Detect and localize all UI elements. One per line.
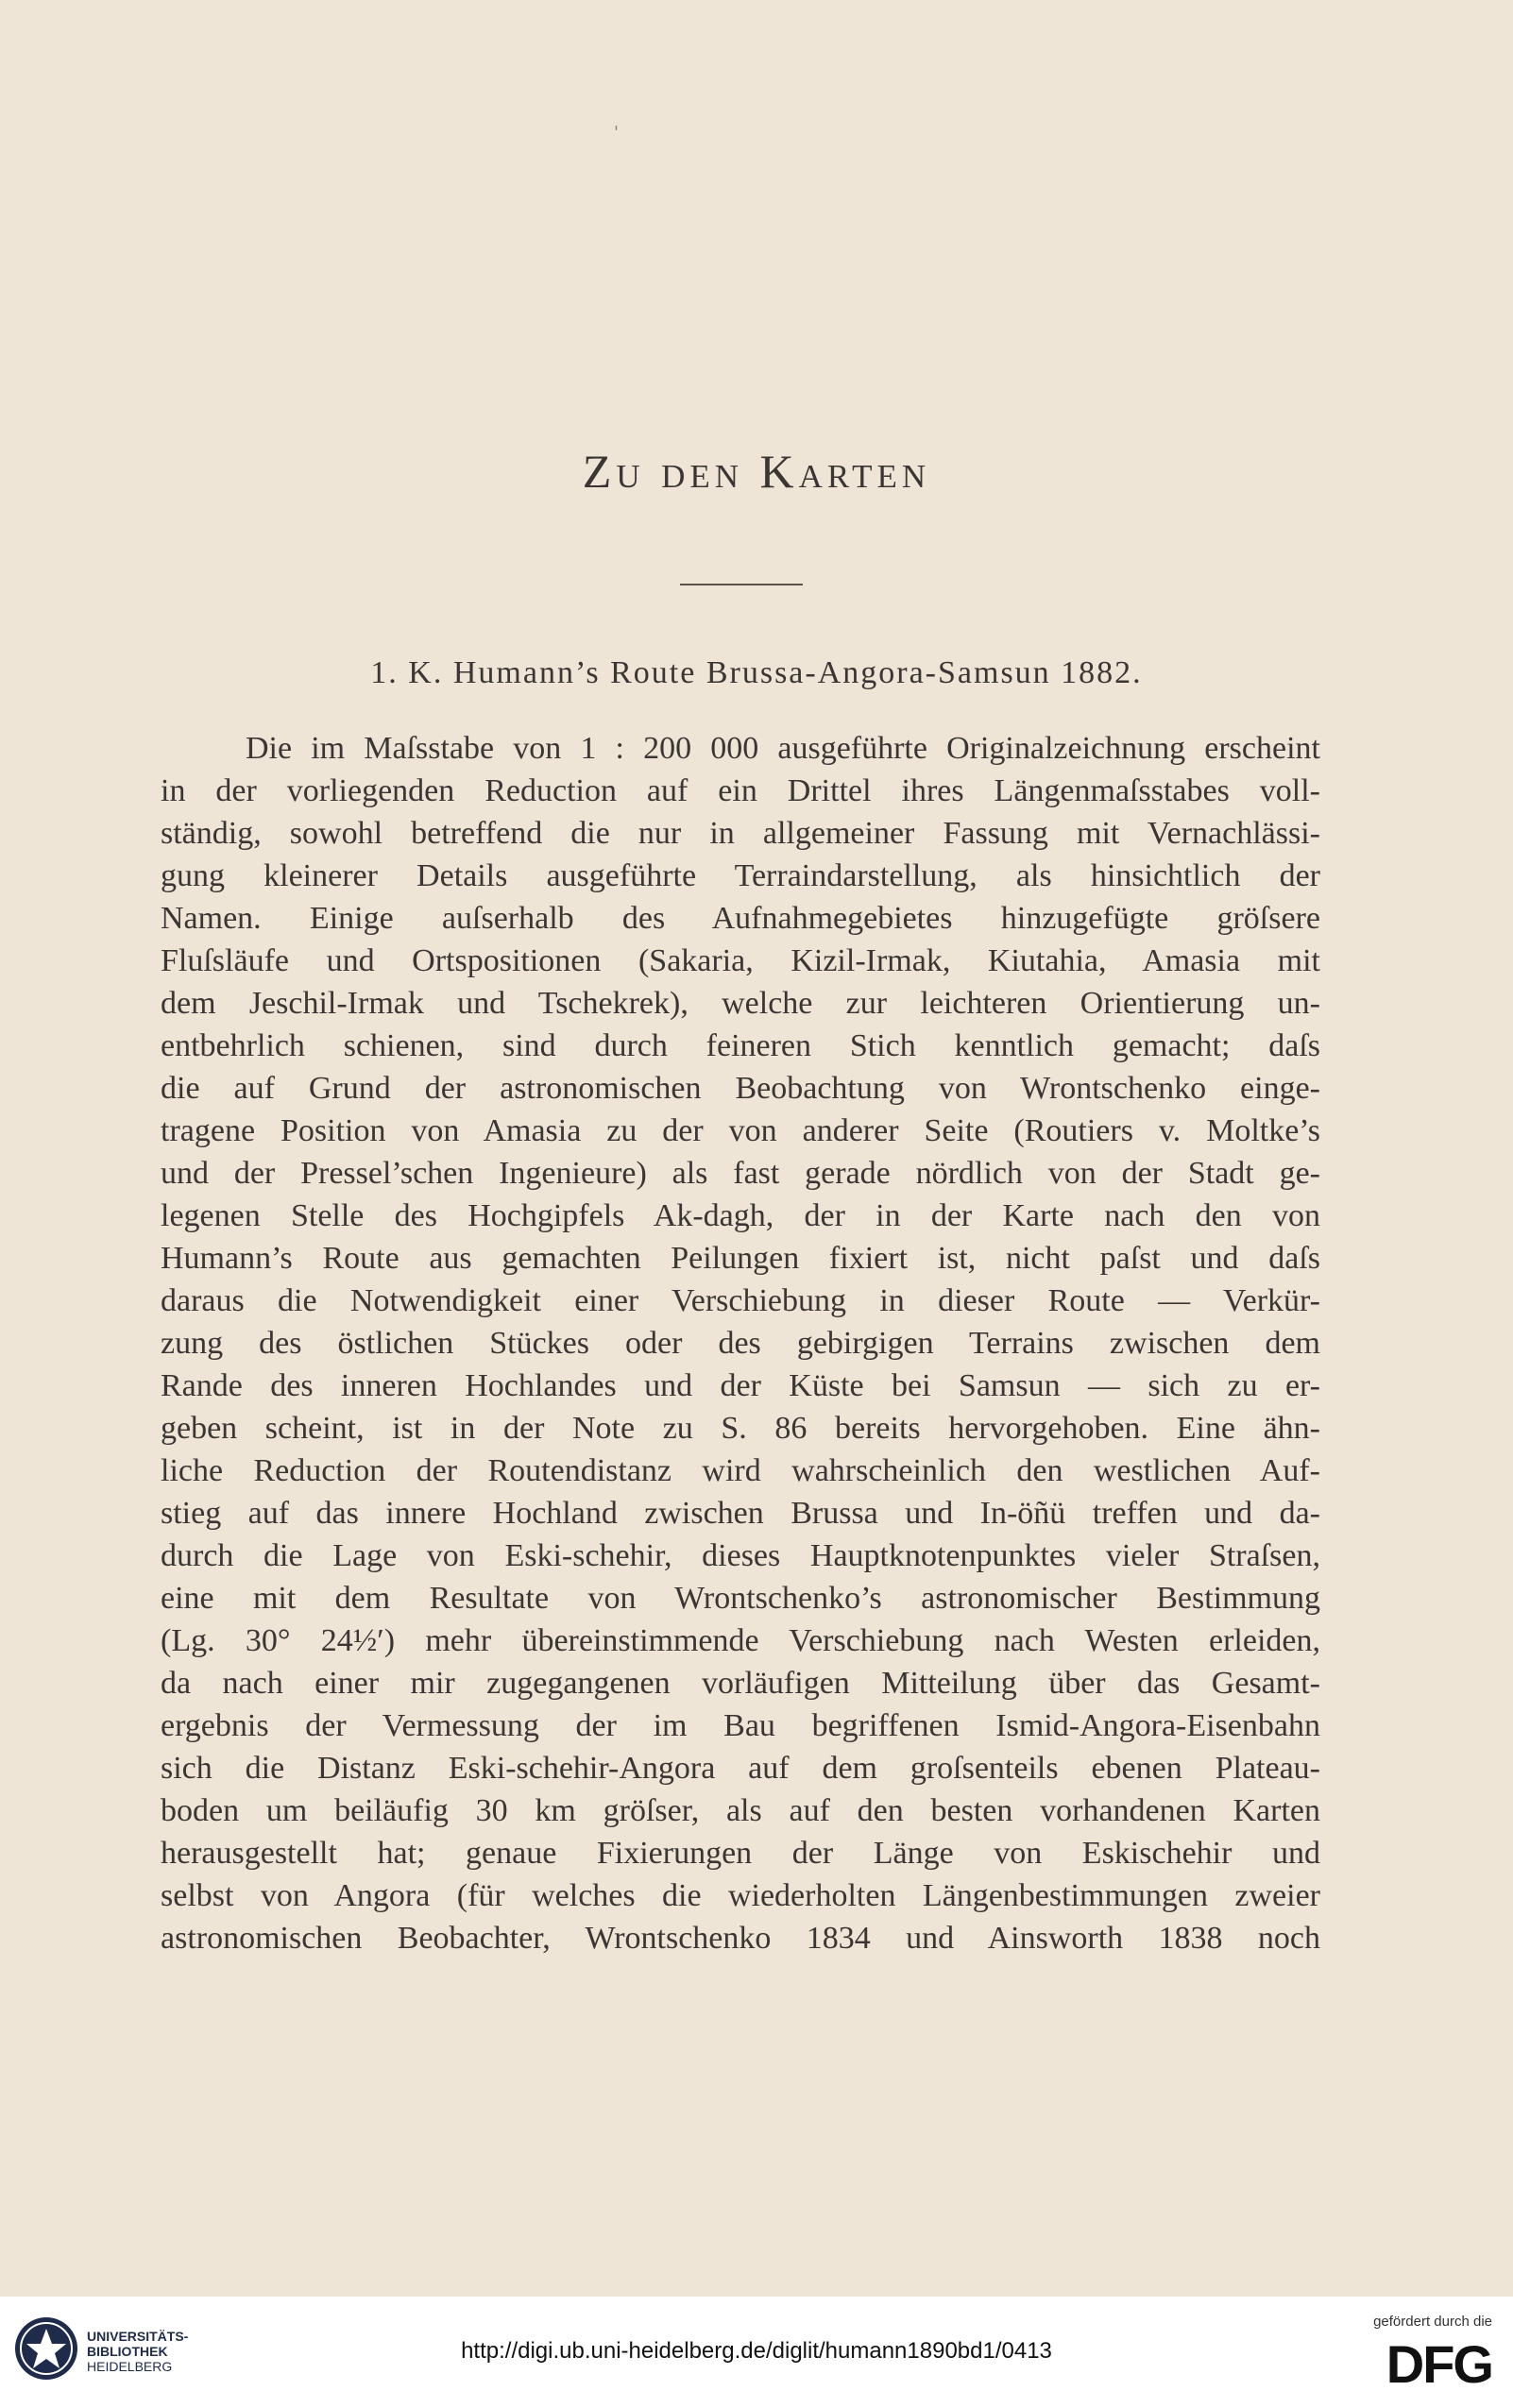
text-line: boden um beiläufig 30 km gröſser, als auf den besten vorhandenen Karten: [161, 1793, 1320, 1828]
text-line: (Lg. 30° 24½′) mehr übereinstimmende Verschiebung nach Westen erleiden,: [161, 1623, 1320, 1658]
permalink-url[interactable]: http://digi.ub.uni-heidelberg.de/diglit/humann1890bd1/0413: [461, 2338, 1052, 2364]
library-name-line: HEIDELBERG: [87, 2359, 173, 2374]
text-line: liche Reduction der Routendistanz wird wahrscheinlich den westlichen Auf-: [161, 1453, 1320, 1488]
text-line: ergebnis der Vermessung der im Bau begriffenen Ismid-Angora-Eisenbahn: [161, 1708, 1320, 1743]
text-line: da nach einer mir zugegangenen vorläufigen Mitteilung über das Gesamt-: [161, 1666, 1320, 1701]
text-line: astronomischen Beobachter, Wrontschenko 1834 und Ainsworth 1838 noch: [161, 1921, 1320, 1956]
text-line: durch die Lage von Eski-schehir, dieses Hauptknotenpunktes vieler Straſsen,: [161, 1538, 1320, 1573]
footer-bar: [0, 2297, 1513, 2408]
page-title: Zu den Karten: [582, 445, 931, 498]
title-divider: [680, 584, 803, 585]
library-name-line: BIBLIOTHEK: [87, 2344, 168, 2359]
text-line: daraus die Notwendigkeit einer Verschiebung in dieser Route — Verkür-: [161, 1283, 1320, 1318]
text-line: geben scheint, ist in der Note zu S. 86 bereits hervorgehoben. Eine ähn-: [161, 1411, 1320, 1446]
text-line: zung des östlichen Stückes oder des gebirgigen Terrains zwischen dem: [161, 1326, 1320, 1361]
text-line: Humann’s Route aus gemachten Peilungen fixiert ist, nicht paſst und daſs: [161, 1241, 1320, 1276]
body-text: [161, 727, 1320, 1959]
text-line: ständig, sowohl betreffend die nur in allgemeiner Fassung mit Vernachlässi-: [161, 816, 1320, 851]
text-line: die auf Grund der astronomischen Beobachtung von Wrontschenko einge-: [161, 1071, 1320, 1106]
section-heading: 1. K. Humann’s Route Brussa-Angora-Samsun 1882.: [370, 655, 1143, 690]
text-line: stieg auf das innere Hochland zwischen Brussa und In-öñü treffen und da-: [161, 1496, 1320, 1531]
text-line: gung kleinerer Details ausgeführte Terraindarstellung, als hinsichtlich der: [161, 858, 1320, 893]
text-line: sich die Distanz Eski-schehir-Angora auf dem groſsenteils ebenen Plateau-: [161, 1751, 1320, 1786]
text-line: eine mit dem Resultate von Wrontschenko’s astronomischer Bestimmung: [161, 1581, 1320, 1616]
text-line: selbst von Angora (für welches die wiederholten Längenbestimmungen zweier: [161, 1878, 1320, 1913]
text-line: legenen Stelle des Hochgipfels Ak-dagh, der in der Karte nach den von: [161, 1198, 1320, 1233]
text-line: dem Jeschil-Irmak und Tschekrek), welche zur leichteren Orientierung un-: [161, 986, 1320, 1021]
text-line: Fluſsläufe und Ortspositionen (Sakaria, Kizil-Irmak, Kiutahia, Amasia mit: [161, 943, 1320, 978]
funding-caption: gefördert durch die: [1373, 2314, 1492, 2330]
text-line: entbehrlich schienen, sind durch feineren Stich kenntlich gemacht; daſs: [161, 1028, 1320, 1063]
dfg-logo: DFG: [1386, 2334, 1492, 2394]
text-line: Die im Maſsstabe von 1 : 200 000 ausgeführte Originalzeichnung erscheint: [246, 731, 1320, 766]
text-line: Namen. Einige auſserhalb des Aufnahmegebietes hinzugefügte gröſsere: [161, 901, 1320, 936]
text-line: herausgestellt hat; genaue Fixierungen der Länge von Eskischehir und: [161, 1836, 1320, 1871]
margin-mark: ': [614, 123, 619, 143]
text-line: in der vorliegenden Reduction auf ein Drittel ihres Längenmaſsstabes voll-: [161, 773, 1320, 808]
library-name-line: UNIVERSITÄTS-: [87, 2329, 189, 2344]
text-line: tragene Position von Amasia zu der von anderer Seite (Routiers v. Moltke’s: [161, 1113, 1320, 1148]
text-line: und der Pressel’schen Ingenieure) als fast gerade nördlich von der Stadt ge-: [161, 1156, 1320, 1191]
text-line: Rande des inneren Hochlandes und der Küste bei Samsun — sich zu er-: [161, 1368, 1320, 1403]
